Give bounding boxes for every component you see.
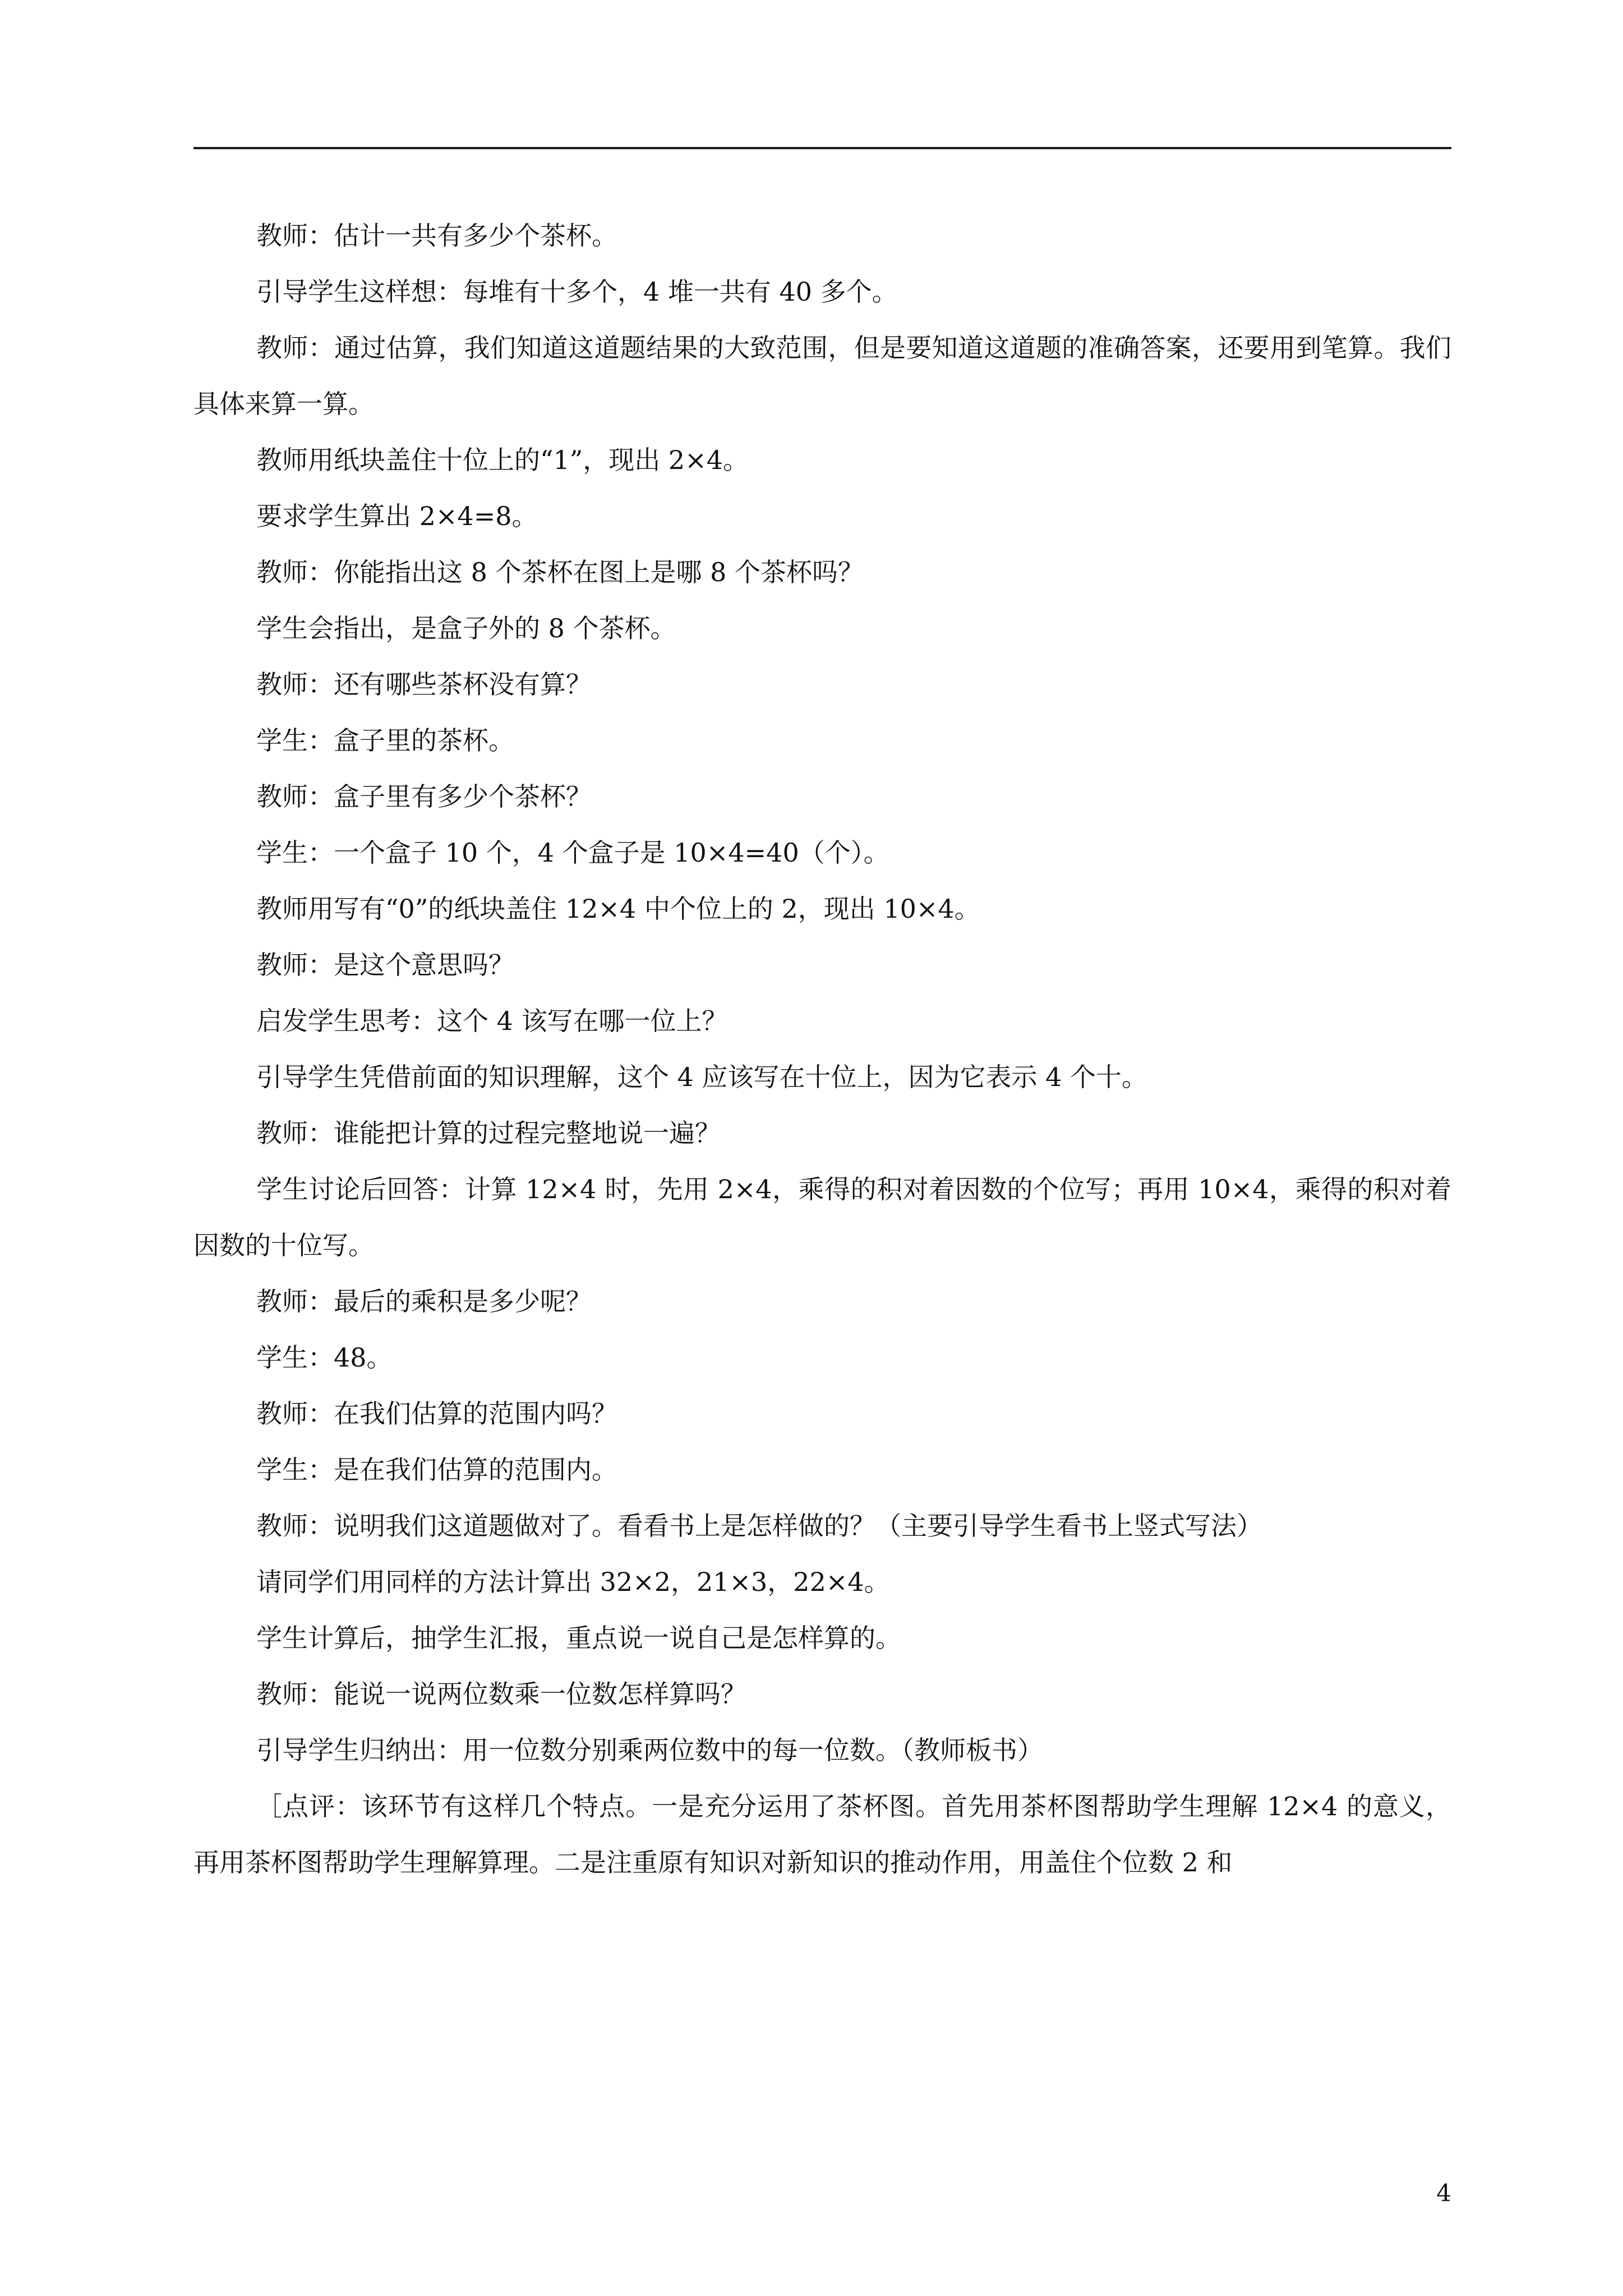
paragraph: 教师：能说一说两位数乘一位数怎样算吗？ [256, 1679, 746, 1709]
paragraph: 教师：通过估算，我们知道这道题结果的大致范围，但是要知道这道题的准确答案，还要用到笔算。我们具体来算一算。 [193, 333, 1451, 419]
paragraph: 请同学们用同样的方法计算出 32×2，21×3，22×4。 [256, 1567, 890, 1597]
paragraph: 启发学生思考：这个 4 该写在哪一位上？ [256, 1006, 728, 1036]
paragraph: 引导学生归纳出：用一位数分别乘两位数中的每一位数。（教师板书） [256, 1735, 1043, 1765]
page-number: 4 [1436, 2179, 1451, 2207]
paragraph: 学生：是在我们估算的范围内。 [256, 1455, 617, 1485]
paragraph: 学生：一个盒子 10 个，4 个盒子是 10×4=40（个）。 [256, 838, 889, 868]
paragraph: 引导学生这样想：每堆有十多个，4 堆一共有 40 多个。 [256, 277, 898, 307]
paragraph: 教师用纸块盖住十位上的“1”，现出 2×4。 [256, 445, 749, 475]
paragraph: 学生：盒子里的茶杯。 [256, 725, 514, 756]
paragraph: 学生计算后，抽学生汇报，重点说一说自己是怎样算的。 [256, 1623, 901, 1653]
paragraph: 要求学生算出 2×4=8。 [256, 501, 538, 531]
paragraph: 教师：还有哪些茶杯没有算？ [256, 669, 592, 700]
paragraph: 学生：48。 [256, 1342, 393, 1373]
paragraph: 教师：估计一共有多少个茶杯。 [256, 220, 617, 251]
paragraph: 教师：你能指出这 8 个茶杯在图上是哪 8 个茶杯吗？ [256, 557, 864, 587]
document-body [193, 208, 1451, 1890]
paragraph: 教师：谁能把计算的过程完整地说一遍？ [256, 1118, 721, 1148]
paragraph: ［点评：该环节有这样几个特点。一是充分运用了茶杯图。首先用茶杯图帮助学生理解 12×4 的意义，再用茶杯图帮助学生理解算理。二是注重原有知识对新知识的推动作用，用盖住个位数 2 和 [193, 1791, 1451, 1878]
paragraph: 教师：是这个意思吗？ [256, 950, 514, 980]
paragraph: 学生讨论后回答：计算 12×4 时，先用 2×4，乘得的积对着因数的个位写；再用 10×4，乘得的积对着因数的十位写。 [193, 1174, 1451, 1260]
paragraph: 学生会指出，是盒子外的 8 个茶杯。 [256, 613, 676, 643]
paragraph: 教师：说明我们这道题做对了。看看书上是怎样做的？（主要引导学生看书上竖式写法） [256, 1511, 1262, 1541]
paragraph: 教师：在我们估算的范围内吗？ [256, 1398, 617, 1429]
paragraph: 教师用写有“0”的纸块盖住 12×4 中个位上的 2，现出 10×4。 [256, 894, 980, 924]
paragraph: 教师：盒子里有多少个茶杯？ [256, 781, 592, 812]
paragraph: 引导学生凭借前面的知识理解，这个 4 应该写在十位上，因为它表示 4 个十。 [256, 1062, 1148, 1092]
header-rule [193, 147, 1451, 149]
paragraph: 教师：最后的乘积是多少呢？ [256, 1286, 592, 1317]
